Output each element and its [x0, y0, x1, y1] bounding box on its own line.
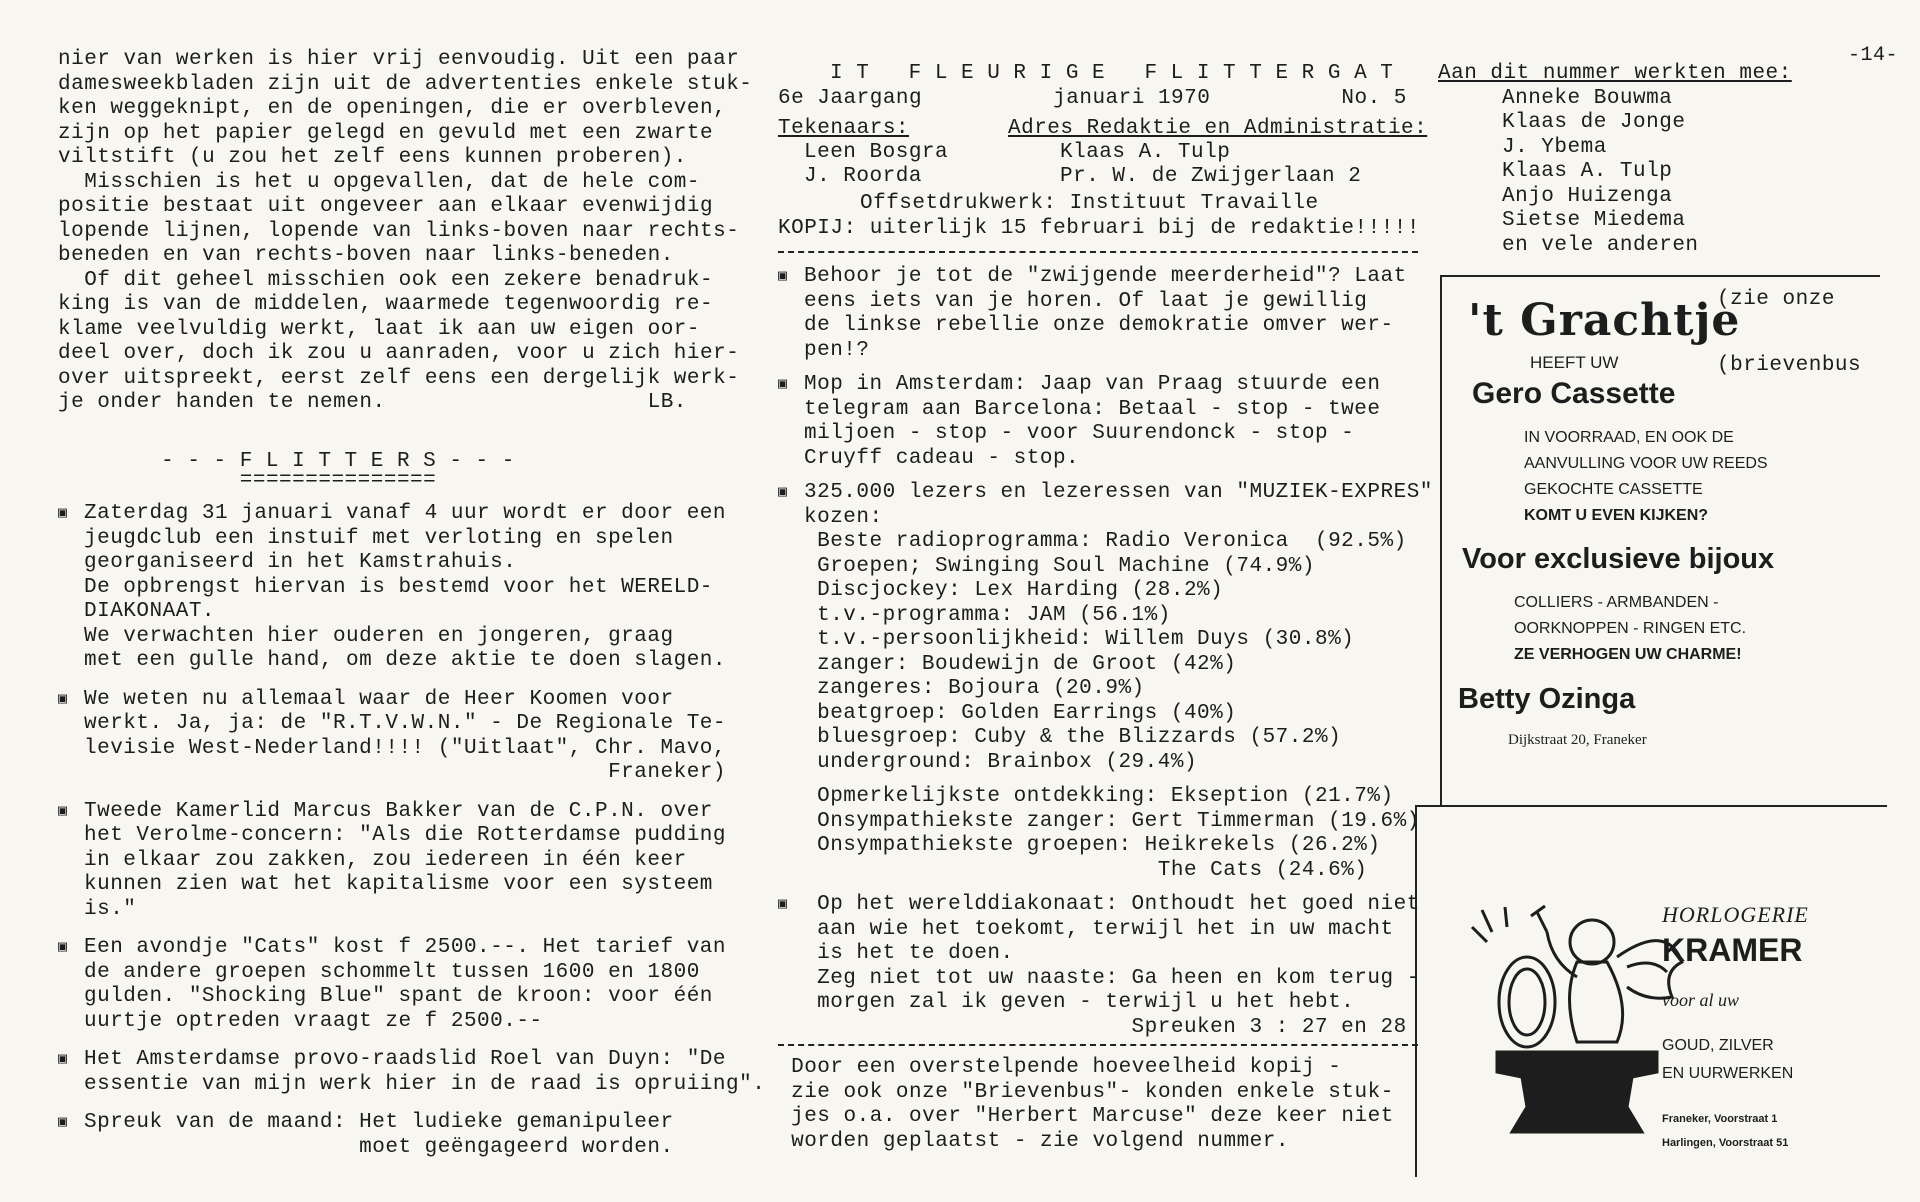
- bullet-marker-icon: ▣: [778, 896, 788, 913]
- text-line: Klaas A. Tulp: [1502, 160, 1673, 183]
- text-line: over uitspreekt, eerst zelf eens een dergelijk werk-: [58, 366, 740, 390]
- text-line: Behoor je tot de "zwijgende meerderheid"? Laat: [804, 265, 1407, 288]
- text-line: klame veelvuldig werkt, laat ik aan uw eigen oor-: [58, 317, 701, 341]
- text-line: Opmerkelijkste ontdekking: Ekseption (21.7%): [804, 785, 1394, 808]
- text-line: Onsympathiekste zanger: Gert Timmerman (19.6%): [804, 809, 1420, 833]
- bulleted-item: [58, 800, 758, 923]
- ad-address: Dijkstraat 20, Franeker: [1508, 732, 1647, 748]
- text-line: jes o.a. over "Herbert Marcuse" deze keer niet: [778, 1105, 1394, 1128]
- text-line: positie bestaat uit ongeveer aan elkaar evenwijdig: [58, 195, 714, 218]
- column-left: [58, 48, 766, 1160]
- news-list: [778, 265, 1433, 1040]
- ad-line: OORKNOPPEN - RINGEN ETC.: [1514, 620, 1747, 637]
- text-line: georganiseerd in het Kamstrahuis.: [84, 551, 517, 574]
- offset-line: Offsetdrukwerk: Instituut Travaille: [860, 192, 1319, 215]
- ad-line: Harlingen, Voorstraat 51: [1662, 1137, 1789, 1149]
- text-line: kozen:: [804, 505, 883, 529]
- masthead-title: I T F L E U R I G E F L I T T E R G A T: [830, 62, 1394, 85]
- text-line: met een gulle hand, om deze aktie te doen slagen.: [84, 649, 727, 672]
- bullet-marker-icon: ▣: [778, 376, 788, 393]
- text-line: underground: Brainbox (29.4%): [804, 750, 1198, 774]
- tekenaars-label: Tekenaars:: [778, 117, 910, 140]
- text-line: Groepen; Swinging Soul Machine (74.9%): [804, 554, 1315, 578]
- text-line: levisie West-Nederland!!!! ("Uitlaat", Chr. Mavo,: [84, 736, 727, 760]
- text-line: lopende lijnen, lopende van links-boven naar rechts-: [58, 219, 740, 243]
- bulleted-item: [778, 785, 1428, 883]
- bullet-marker-icon: ▣: [58, 505, 68, 522]
- text-line: beatgroep: Golden Earrings (40%): [804, 701, 1237, 725]
- text-line: Spreuken 3 : 27 en 28: [804, 1015, 1407, 1039]
- advertisement-kramer: [1415, 805, 1887, 1177]
- ad-addresses: [1662, 1107, 1788, 1155]
- text-line: en vele anderen: [1502, 233, 1699, 257]
- text-line: moet geëngageerd worden.: [84, 1135, 674, 1159]
- text-line: J. Ybema: [1502, 135, 1607, 159]
- text-line: 325.000 lezers en lezeressen van "MUZIEK-EXPRES": [804, 481, 1433, 504]
- text-line: Misschien is het u opgevallen, dat de hele com-: [58, 170, 701, 194]
- kopij-line: KOPIJ: uiterlijk 15 februari bij de redaktie!!!!!: [778, 216, 1421, 240]
- tekenaar-1: Leen Bosgra: [804, 141, 949, 164]
- masthead-credits: [778, 117, 1428, 192]
- text-line: aan wie het toekomt, terwijl het in uw macht: [804, 917, 1394, 941]
- text-line: zijn op het papier gelegd en gevuld met een zwarte: [58, 121, 714, 145]
- text-line: t.v.-programma: JAM (56.1%): [804, 603, 1171, 627]
- ad-line: ZE VERHOGEN UW CHARME!: [1514, 646, 1742, 663]
- ad-owner-name: Betty Ozinga: [1458, 683, 1636, 715]
- text-line: Sietse Miedema: [1502, 209, 1686, 232]
- intro-text: [58, 48, 758, 416]
- ad-tagline: voor al uw: [1662, 990, 1740, 1010]
- ad-product: Gero Cassette: [1472, 377, 1676, 410]
- text-line: gulden. "Shocking Blue" spant de kroon: voor één: [84, 985, 713, 1008]
- text-line: viltstift (u zou het zelf eens kunnen proberen).: [58, 146, 687, 169]
- column-middle: [778, 62, 1433, 1154]
- bulleted-item: [58, 1111, 758, 1160]
- text-line: Een avondje "Cats" kost f 2500.--. Het tarief van: [84, 936, 727, 959]
- text-line: t.v.-persoonlijkheid: Willem Duys (30.8%): [804, 628, 1355, 651]
- bulleted-item: [58, 502, 758, 674]
- text-line: zanger: Boudewijn de Groot (42%): [804, 652, 1237, 676]
- bulleted-item: [778, 265, 1428, 363]
- text-line: Anjo Huizenga: [1502, 184, 1673, 208]
- text-line: Cruyff cadeau - stop.: [804, 446, 1080, 470]
- ad-line: Franeker, Voorstraat 1: [1662, 1113, 1778, 1125]
- ad-products: [1662, 1032, 1793, 1088]
- text-line: pen!?: [804, 338, 870, 362]
- text-line: Door een overstelpende hoeveelheid kopij -: [778, 1056, 1342, 1079]
- flitters-underline: ===============: [239, 469, 437, 492]
- ad-shop-name: 't Grachtje: [1468, 295, 1741, 346]
- text-line: de andere groepen schommelt tussen 1600 en 1800: [84, 960, 700, 984]
- text-line: Zeg niet tot uw naaste: Ga heen en kom terug -: [804, 966, 1420, 990]
- text-line: The Cats (24.6%): [804, 858, 1368, 882]
- ad-line: IN VOORRAAD, EN OOK DE: [1524, 429, 1734, 446]
- page-number: -14-: [1847, 44, 1898, 67]
- text-line: essentie van mijn werk hier in de raad is opruiing".: [84, 1072, 766, 1096]
- text-line: Of dit geheel misschien ook een zekere benadruk-: [58, 268, 714, 292]
- text-line: eens iets van je horen. Of laat je gewillig: [804, 289, 1368, 313]
- text-line: telegram aan Barcelona: Betaal - stop - twee: [804, 397, 1381, 421]
- text-line: zangeres: Bojoura (20.9%): [804, 677, 1145, 700]
- text-line: Mop in Amsterdam: Jaap van Praag stuurde een: [804, 373, 1381, 396]
- text-line: Op het werelddiakonaat: Onthoudt het goed niet: [804, 893, 1420, 916]
- text-line: de linkse rebellie onze demokratie omver wer-: [804, 314, 1394, 337]
- adres-label: Adres Redaktie en Administratie:: [1008, 117, 1428, 140]
- bulleted-item: [778, 373, 1428, 471]
- text-line: Beste radioprogramma: Radio Veronica (92.5%): [804, 530, 1407, 553]
- bulleted-item: [58, 1048, 766, 1097]
- text-line: is.": [84, 897, 137, 921]
- text-line: uurtje optreden vraagt ze f 2500.--: [84, 1009, 543, 1033]
- text-line: Tweede Kamerlid Marcus Bakker van de C.P.N. over: [84, 799, 713, 823]
- text-line: Het Amsterdamse provo-raadslid Roel van Duyn: "De: [84, 1048, 727, 1071]
- bullet-marker-icon: ▣: [58, 690, 68, 708]
- bullet-marker-icon: ▣: [778, 484, 788, 501]
- text-line: king is van de middelen, waarmede tegenwoordig re-: [58, 293, 714, 316]
- ad-line: GEKOCHTE CASSETTE: [1524, 481, 1703, 498]
- flitters-title: - - - F L I T T E R S - - -: [161, 449, 515, 473]
- text-line: Discjockey: Lex Harding (28.2%): [804, 579, 1224, 602]
- bulleted-item: [778, 893, 1428, 1040]
- text-line: jeugdclub een instuif met verloting en spelen: [84, 526, 674, 550]
- text-line: We verwachten hier ouderen en jongeren, graag: [84, 624, 674, 648]
- text-line: nier van werken is hier vrij eenvoudig. Uit een paar: [58, 48, 740, 71]
- ad-body: [1524, 425, 1768, 529]
- ad-line: AANVULLING VOOR UW REEDS: [1524, 455, 1768, 472]
- text-line: kunnen zien wat het kapitalisme voor een systeem: [84, 873, 713, 896]
- ad-bijoux-body: [1514, 590, 1746, 668]
- bulleted-item: [58, 936, 758, 1034]
- ad-line: HEEFT UW: [1530, 353, 1619, 372]
- text-line: DIAKONAAT.: [84, 600, 216, 623]
- ad-line: COLLIERS - ARMBANDEN -: [1514, 594, 1719, 611]
- text-line: Franeker): [84, 761, 727, 784]
- aside-line-1: (zie onze: [1717, 287, 1835, 311]
- ad-horlogerie: HORLOGERIE: [1662, 902, 1809, 927]
- bulleted-item: [58, 688, 758, 786]
- text-line: Klaas de Jonge: [1502, 111, 1686, 134]
- ad-shop-name: KRAMER: [1662, 932, 1803, 968]
- text-line: We weten nu allemaal waar de Heer Koomen voor: [84, 687, 674, 711]
- bullet-marker-icon: ▣: [58, 1051, 68, 1068]
- editorial-note: [778, 1056, 1428, 1154]
- text-line: je onder handen te nemen. LB.: [58, 391, 687, 414]
- text-line: werkt. Ja, ja: de "R.T.V.W.N." - De Regionale Te-: [84, 712, 727, 735]
- bullet-marker-icon: ▣: [778, 268, 788, 285]
- text-line: miljoen - stop - voor Suurendonck - stop -: [804, 422, 1355, 445]
- text-line: Anneke Bouwma: [1502, 86, 1673, 110]
- text-line: zie ook onze "Brievenbus"- konden enkele stuk-: [778, 1080, 1394, 1104]
- ad-bijoux-heading: Voor exclusieve bijoux: [1462, 543, 1775, 575]
- issue-line: 6e Jaargang januari 1970 No. 5: [778, 86, 1407, 110]
- text-line: worden geplaatst - zie volgend nummer.: [778, 1129, 1289, 1153]
- text-line: in elkaar zou zakken, zou iedereen in één keer: [84, 848, 687, 872]
- text-line: deel over, doch ik zou u aanraden, voor u zich hier-: [58, 342, 740, 365]
- text-line: beneden en van rechts-boven naar links-beneden.: [58, 244, 674, 267]
- ad-line: KOMT U EVEN KIJKEN?: [1524, 507, 1709, 524]
- text-line: is het te doen.: [804, 942, 1014, 965]
- bullet-marker-icon: ▣: [58, 802, 68, 820]
- text-line: Onsympathiekste groepen: Heikrekels (26.2%): [804, 834, 1381, 857]
- bulleted-item: [778, 481, 1433, 775]
- ad-line: GOUD, ZILVER: [1662, 1037, 1774, 1054]
- contributors-heading: Aan dit nummer werkten mee:: [1438, 62, 1792, 85]
- tekenaar-2: J. Roorda: [804, 165, 922, 188]
- aside-line-2: (brievenbus: [1717, 353, 1862, 377]
- adres-street: Pr. W. de Zwijgerlaan 2: [1060, 165, 1362, 188]
- text-line: De opbrengst hiervan is bestemd voor het WERELD-: [84, 575, 713, 599]
- text-line: morgen zal ik geven - terwijl u het hebt.: [804, 991, 1355, 1014]
- text-line: Spreuk van de maand: Het ludieke gemanipuleer: [84, 1111, 674, 1134]
- flitters-list: [58, 502, 766, 1160]
- text-line: Zaterdag 31 januari vanaf 4 uur wordt er door een: [84, 502, 727, 525]
- ad-line: EN UURWERKEN: [1662, 1065, 1794, 1082]
- bullet-marker-icon: ▣: [58, 1114, 68, 1131]
- note-divider: [778, 1044, 1418, 1046]
- text-line: damesweekbladen zijn uit de advertenties enkele stuk-: [58, 72, 753, 96]
- advertisement-grachtje: [1440, 275, 1880, 805]
- text-line: bluesgroep: Cuby & the Blizzards (57.2%): [804, 726, 1342, 749]
- adres-name: Klaas A. Tulp: [1060, 141, 1231, 164]
- text-line: het Verolme-concern: "Als die Rotterdamse pudding: [84, 824, 727, 847]
- bullet-marker-icon: ▣: [58, 939, 68, 956]
- text-line: ken weggeknipt, en de openingen, die er overbleven,: [58, 97, 727, 120]
